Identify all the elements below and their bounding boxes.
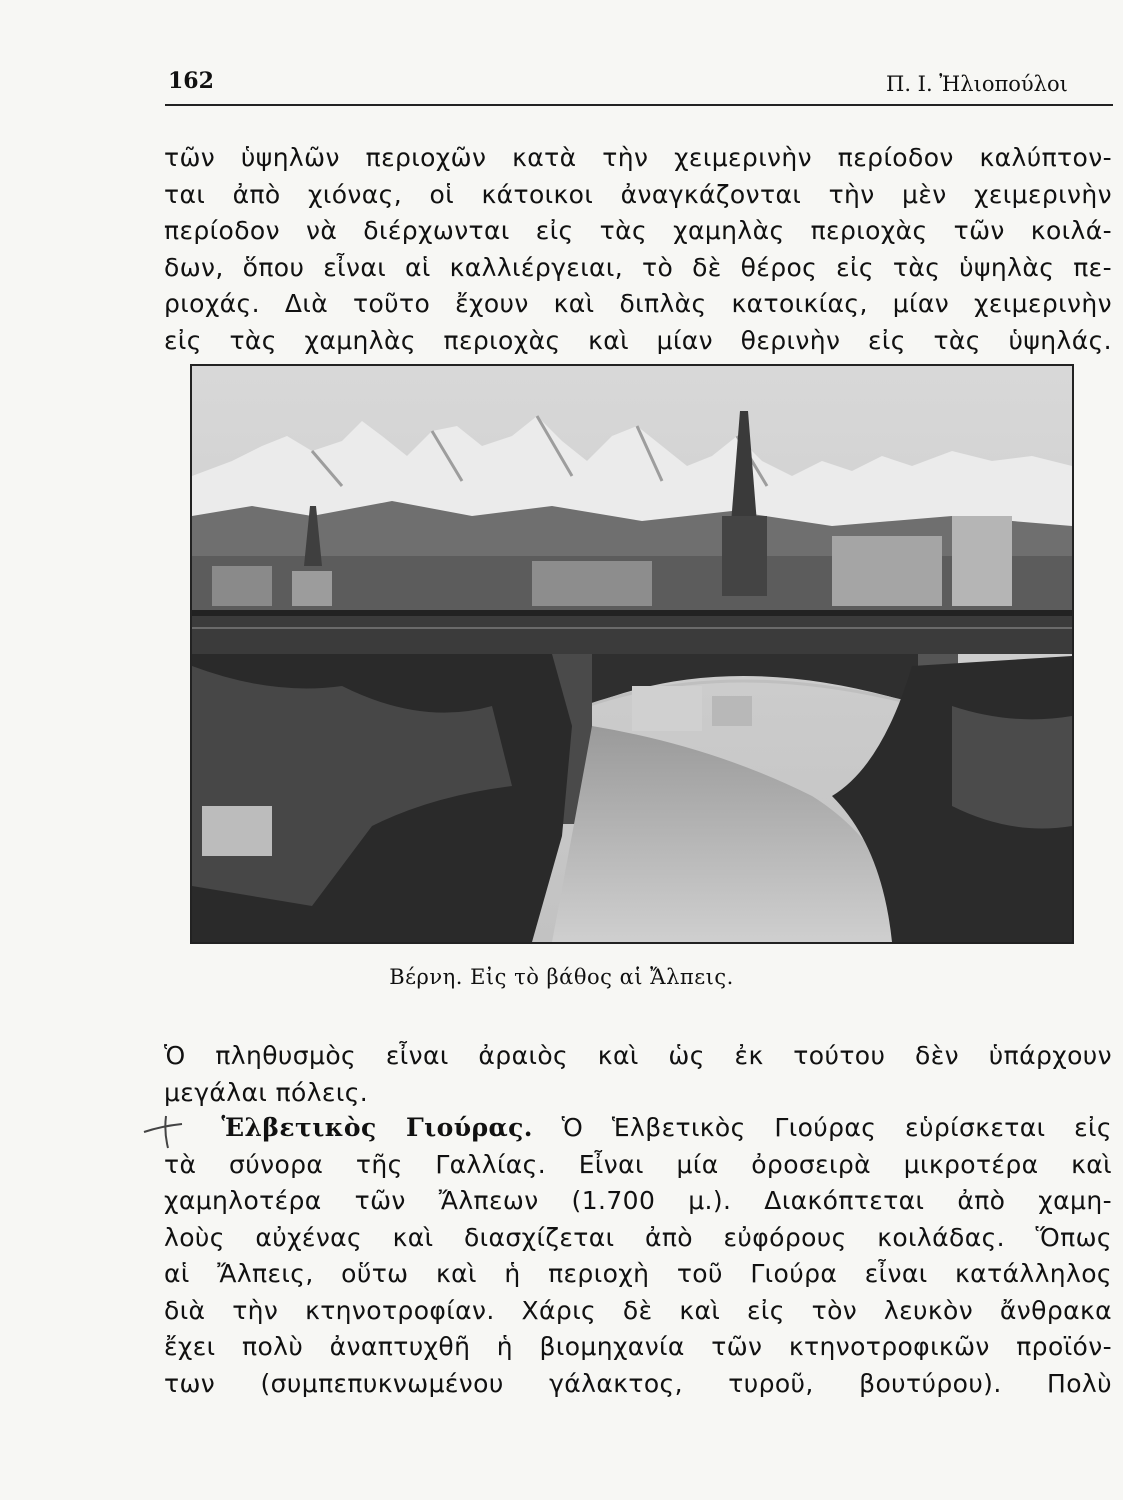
paragraph-3 [164, 1110, 1112, 1402]
page-number: 162 [168, 68, 214, 94]
text-line: Ὁ πληθυσμὸς εἶναι ἀραιὸς καὶ ὡς ἐκ τούτου δὲν ὑπάρχουν [164, 1041, 1112, 1070]
text-line: δων, ὅπου εἶναι αἱ καλλιέργειαι, τὸ δὲ θέρος εἰς τὰς ὑψηλὰς πε- [164, 252, 1112, 282]
paragraph-1 [164, 140, 1112, 359]
paragraph-2 [164, 1038, 1112, 1111]
text-line: ἔχει πολὺ ἀναπτυχθῆ ἡ βιομηχανία τῶν κτηνοτροφικῶν προϊόν- [164, 1332, 1112, 1361]
text-line: λοὺς αὐχένας καὶ διασχίζεται ἀπὸ εὐφόρους κοιλάδας. Ὅπως [164, 1222, 1112, 1252]
photo-bern-alps [190, 364, 1074, 944]
text-line: μεγάλαι πόλεις. [164, 1077, 369, 1107]
header-rule [165, 104, 1113, 106]
text-line: των (συμπεπυκνωμένου γάλακτος, τυροῦ, βουτύρου). Πολὺ [164, 1368, 1112, 1398]
text-line: ται ἀπὸ χιόνας, οἱ κάτοικοι ἀναγκάζονται τὴν μὲν χειμερινὴν [164, 179, 1112, 209]
bridge-deck [192, 614, 1072, 654]
text-line: διὰ τὴν κτηνοτροφίαν. Χάρις δὲ καὶ εἰς τὸν λευκὸν ἄνθρακα [164, 1295, 1112, 1325]
text-line: αἱ Ἄλπεις, οὕτω καὶ ἡ περιοχὴ τοῦ Γιούρα εἶναι κατάλληλος [164, 1259, 1112, 1288]
text-run: Ὁ Ἑλβετικὸς Γιούρας εὑρίσκεται εἰς [561, 1113, 1112, 1142]
text-line [164, 1110, 1112, 1147]
text-line: τὰ σύνορα τῆς Γαλλίας. Εἶναι μία ὀροσειρὰ μικροτέρα καὶ [164, 1149, 1112, 1179]
section-heading: Ἑλβετικὸς Γιούρας. [221, 1113, 533, 1142]
house [202, 806, 272, 856]
text-line: εἰς τὰς χαμηλὰς περιοχὰς καὶ μίαν θερινὴν εἰς τὰς ὑψηλάς. [164, 325, 1112, 355]
photo-illustration [192, 366, 1072, 942]
text-line: ριοχάς. Διὰ τοῦτο ἔχουν καὶ διπλὰς κατοικίας, μίαν χειμερινὴν [164, 289, 1112, 318]
text-line: χαμηλοτέρα τῶν Ἄλπεων (1.700 μ.). Διακόπτεται ἀπὸ χαμη- [164, 1186, 1112, 1215]
running-title: Π. Ι. Ἠλιοπούλοι [886, 72, 1068, 96]
figure-caption: Βέρνη. Εἰς τὸ βάθος αἱ Ἄλπεις. [389, 965, 734, 989]
text-line: περίοδον νὰ διέρχωνται εἰς τὰς χαμηλὰς περιοχὰς τῶν κοιλά- [164, 216, 1112, 245]
text-line: τῶν ὑψηλῶν περιοχῶν κατὰ τὴν χειμερινὴν περίοδον καλύπτον- [164, 143, 1112, 172]
